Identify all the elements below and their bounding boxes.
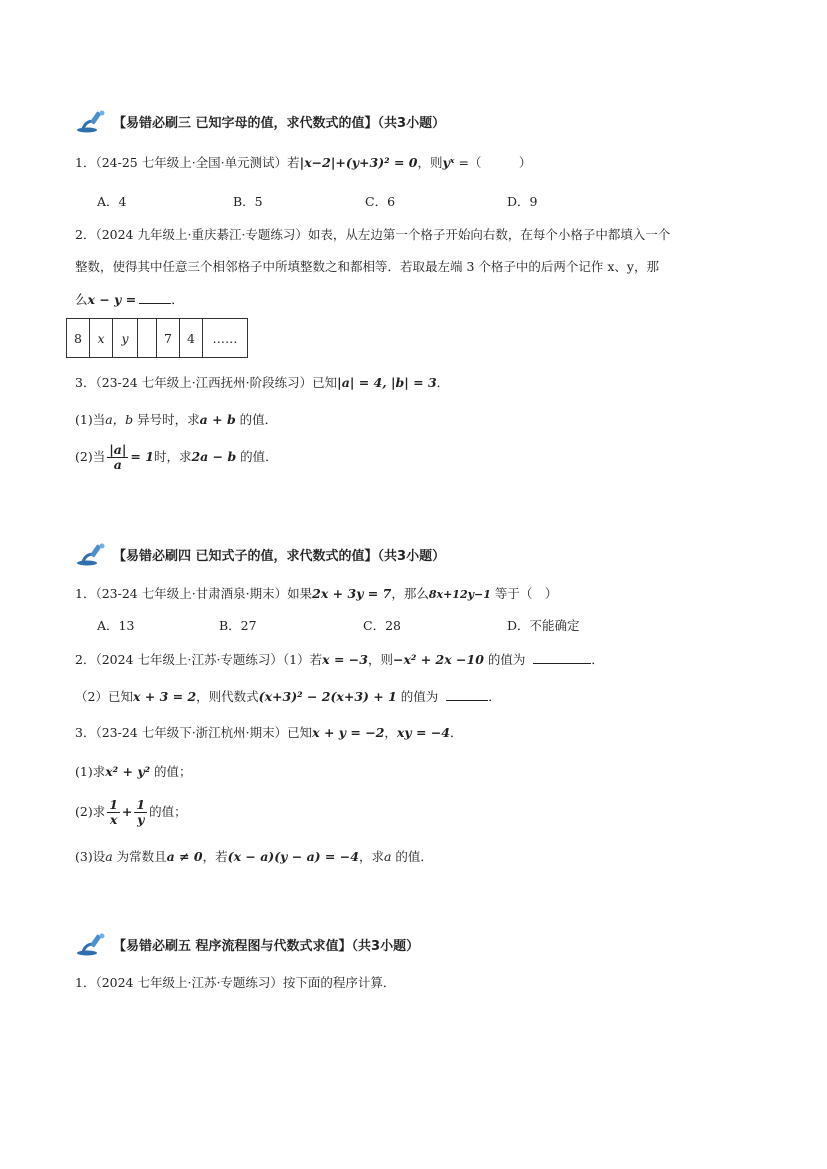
- option-b[interactable]: B．5: [233, 194, 263, 209]
- answer-blank[interactable]: [533, 650, 591, 664]
- microscope-icon: [75, 931, 109, 957]
- option-c[interactable]: C．6: [365, 194, 396, 209]
- grid-cell: ……: [203, 319, 248, 358]
- option-b[interactable]: B．27: [219, 618, 257, 633]
- grid-cell: 7: [157, 319, 180, 358]
- section-title: 【易错必刷四 已知式子的值，求代数式的值】（共3小题）: [113, 548, 446, 564]
- fraction-abs-a-over-a: $\frac{|a|}{a}$: [109, 442, 127, 472]
- grid-cell: x: [90, 319, 113, 358]
- question-s3-q2-line3: 么x − y = ．: [75, 292, 184, 307]
- question-s3-q1: 1．（24-25 七年级上·全国·单元测试）若|x−2|+(y+3)² = 0，则yˣ =（ ）: [75, 155, 532, 170]
- grid-cell: 8: [67, 319, 90, 358]
- option-c[interactable]: C．28: [363, 618, 401, 633]
- question-s4-q2-part2: （2）已知x + 3 = 2，则代数式(x+3)² − 2(x+3) + 1 的值为 ．: [75, 689, 501, 704]
- answer-blank[interactable]: [446, 687, 488, 701]
- option-d[interactable]: D．9: [507, 194, 538, 209]
- section-header-3: [75, 108, 445, 134]
- question-s4-q1: 1．（23-24 七年级上·甘肃酒泉·期末）如果2x + 3y = 7，那么8x+12y−1 等于（ ）: [75, 586, 558, 601]
- question-s4-q3-part3: (3)设a 为常数且a ≠ 0，若(x − a)(y − a) = −4，求a 的值．: [75, 849, 433, 864]
- question-s3-q2-line1: 2．（2024 九年级上·重庆綦江·专题练习）如表，从左边第一个格子开始向右数，在每个小格子中都填入一个: [75, 227, 671, 242]
- question-s4-q3-part2: (2)求 $\frac{1}{x}$ + $\frac{1}{y}$ 的值；: [75, 797, 187, 827]
- grid-cell: y: [113, 319, 138, 358]
- fraction-one-over-x: $\frac{1}{x}$: [109, 797, 118, 827]
- question-s5-q1: 1．（2024 七年级上·江苏·专题练习）按下面的程序计算．: [75, 975, 396, 990]
- question-s3-q3-part1: (1)当a，b 异号时，求a + b 的值．: [75, 412, 278, 427]
- option-a[interactable]: A．13: [97, 618, 135, 633]
- section-header-4: [75, 541, 445, 567]
- question-s4-q3-part1: (1)求x² + y² 的值；: [75, 764, 192, 779]
- fraction-one-over-y: $\frac{1}{y}$: [136, 797, 146, 827]
- question-s4-q2-part1: 2．（2024 七年级上·江苏·专题练习）（1）若x = −3，则−x² + 2x −10 的值为 ．: [75, 652, 604, 667]
- option-a[interactable]: A．4: [97, 194, 127, 209]
- question-s4-q3: 3．（23-24 七年级下·浙江杭州·期末）已知x + y = −2，xy = −4．: [75, 725, 463, 740]
- grid-cell: [138, 319, 157, 358]
- microscope-icon: [75, 108, 109, 134]
- question-s3-q2-line2: 整数，使得其中任意三个相邻格子中所填整数之和都相等．若取最左端 3 个格子中的后两个记作 x、y，那: [75, 259, 659, 274]
- grid-cell: 4: [180, 319, 203, 358]
- option-d[interactable]: D．不能确定: [507, 618, 580, 633]
- section-title: 【易错必刷三 已知字母的值，求代数式的值】（共3小题）: [113, 115, 446, 131]
- question-s3-q3: 3．（23-24 七年级上·江西抚州·阶段练习）已知|a| = 4, |b| = 3．: [75, 375, 450, 390]
- section-title: 【易错必刷五 程序流程图与代数式求值】（共3小题）: [113, 938, 420, 954]
- question-s3-q3-part2: (2)当 $\frac{|a|}{a}$ = 1时，求2a − b 的值．: [75, 442, 278, 472]
- answer-blank[interactable]: [139, 290, 171, 304]
- microscope-icon: [75, 541, 109, 567]
- number-grid: [66, 318, 248, 358]
- section-header-5: [75, 931, 419, 957]
